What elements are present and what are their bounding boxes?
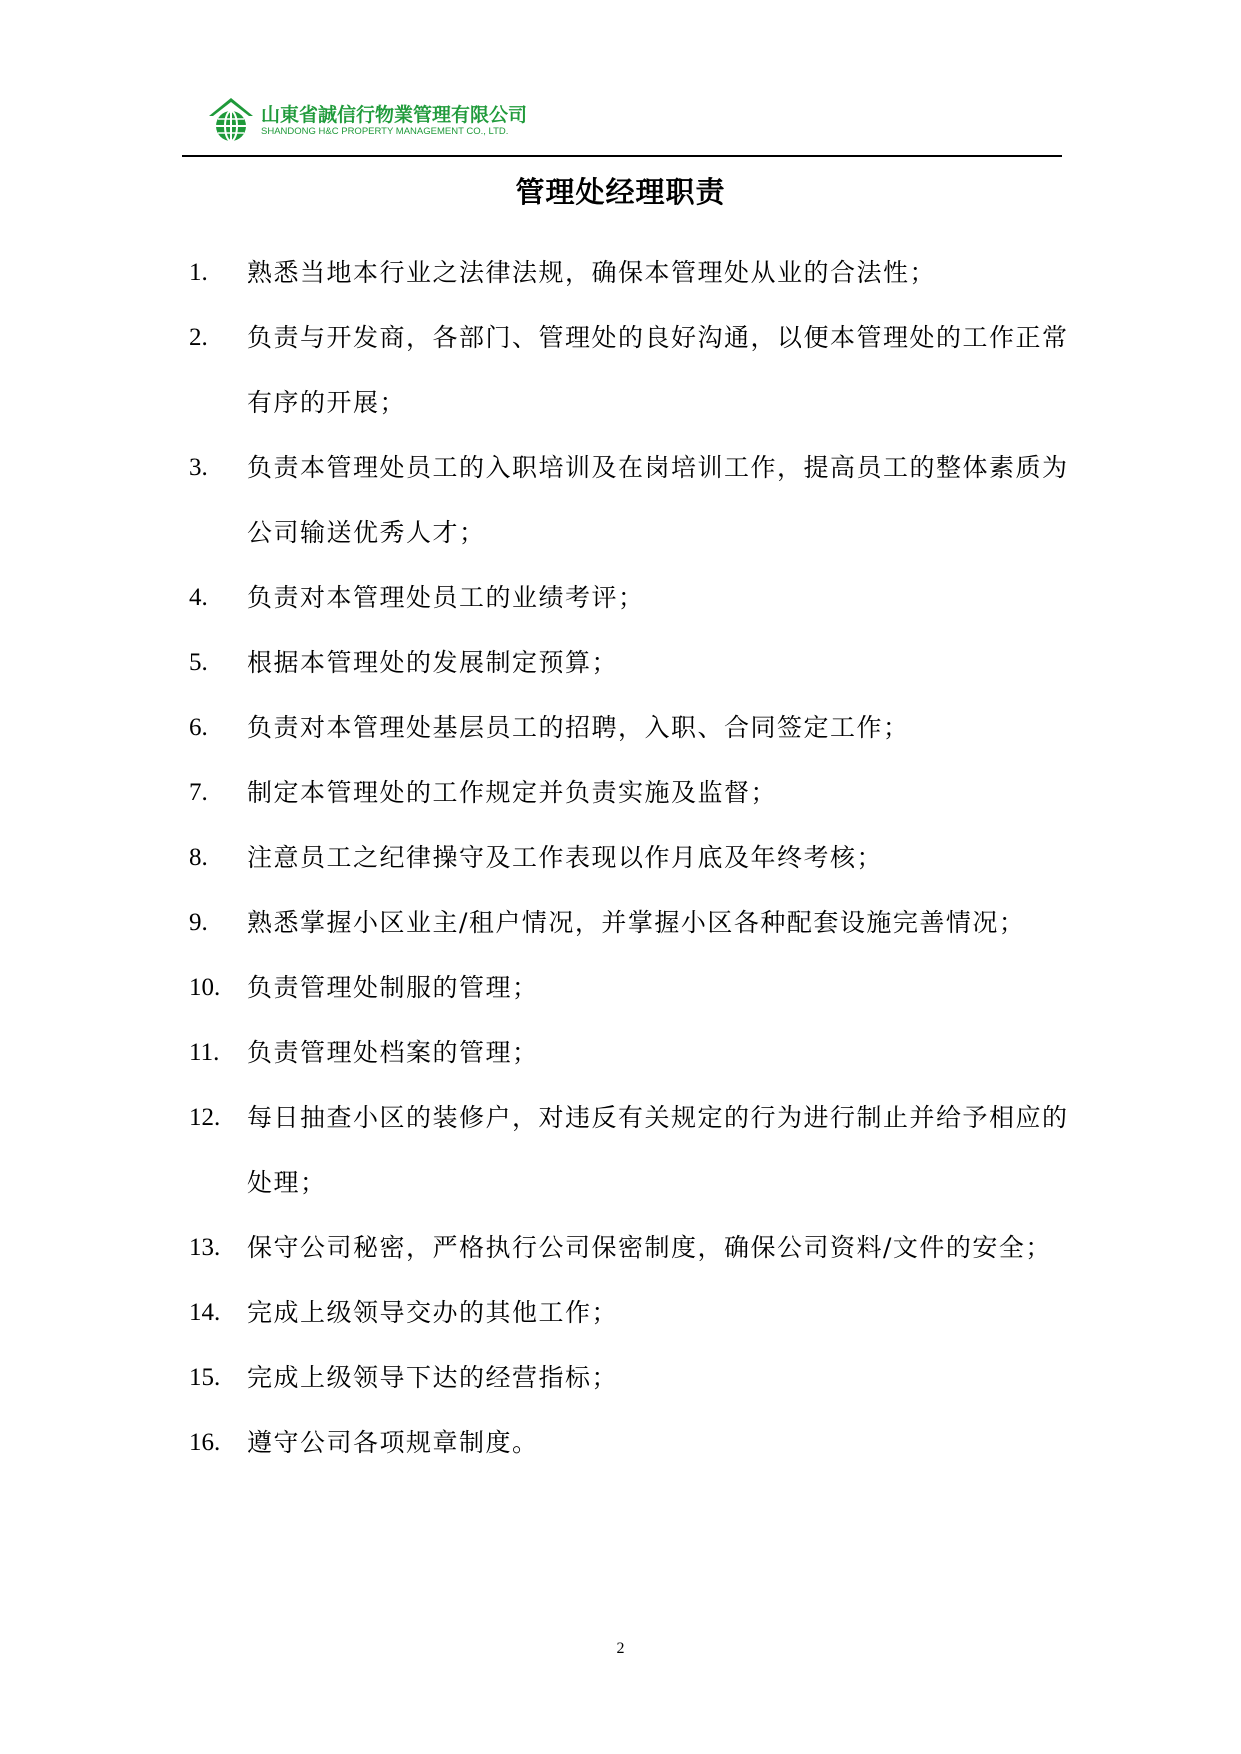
header-divider [182, 155, 1062, 157]
duty-item [189, 695, 1069, 760]
duty-text: 负责管理处档案的管理； [247, 1038, 539, 1067]
duty-list [189, 240, 1069, 1475]
duty-number: 1. [189, 259, 208, 286]
duty-item [189, 825, 1069, 890]
duty-item [189, 630, 1069, 695]
duty-text: 熟悉掌握小区业主/租户情况，并掌握小区各种配套设施完善情况； [247, 908, 1026, 937]
duty-text: 负责对本管理处员工的业绩考评； [247, 583, 645, 612]
page-header [207, 96, 1067, 154]
duty-text: 负责对本管理处基层员工的招聘，入职、合同签定工作； [247, 713, 910, 742]
company-logo-icon [207, 96, 255, 144]
duty-text: 熟悉当地本行业之法律法规，确保本管理处从业的合法性； [247, 258, 937, 287]
duty-text: 注意员工之纪律操守及工作表现以作月底及年终考核； [247, 843, 884, 872]
page-number: 2 [616, 1640, 625, 1657]
duty-item [189, 1410, 1069, 1475]
duty-item [189, 890, 1069, 955]
duty-text: 负责本管理处员工的入职培训及在岗培训工作，提高员工的整体素质为公司输送优秀人才； [247, 453, 1069, 547]
document-title: 管理处经理职责 [515, 175, 726, 209]
duty-number: 2. [189, 324, 208, 351]
duty-text: 保守公司秘密，严格执行公司保密制度，确保公司资料/文件的安全； [247, 1233, 1052, 1262]
duty-text: 完成上级领导交办的其他工作； [247, 1298, 619, 1327]
duty-number: 13. [189, 1234, 221, 1261]
duty-number: 10. [189, 974, 221, 1001]
duty-number: 16. [189, 1429, 221, 1456]
duty-number: 3. [189, 454, 208, 481]
company-name-en: SHANDONG H&C PROPERTY MANAGEMENT CO., LTD. [261, 126, 509, 137]
duty-number: 9. [189, 909, 208, 936]
duty-item [189, 240, 1069, 305]
duty-number: 15. [189, 1364, 221, 1391]
duty-number: 7. [189, 779, 208, 806]
duty-text: 根据本管理处的发展制定预算； [247, 648, 619, 677]
duty-item [189, 435, 1069, 565]
duty-text: 完成上级领导下达的经营指标； [247, 1363, 619, 1392]
duty-number: 6. [189, 714, 208, 741]
duty-item [189, 1280, 1069, 1345]
duty-item [189, 760, 1069, 825]
duty-number: 4. [189, 584, 208, 611]
duty-number: 14. [189, 1299, 221, 1326]
duty-number: 12. [189, 1104, 221, 1131]
duty-number: 5. [189, 649, 208, 676]
duty-item [189, 1345, 1069, 1410]
duty-item [189, 1085, 1069, 1215]
duty-number: 11. [189, 1039, 220, 1066]
duty-item [189, 565, 1069, 630]
company-name-cn: 山東省誠信行物業管理有限公司 [261, 104, 528, 126]
duty-number: 8. [189, 844, 208, 871]
duty-item [189, 1215, 1069, 1280]
duty-text: 每日抽查小区的装修户，对违反有关规定的行为进行制止并给予相应的处理； [247, 1103, 1069, 1197]
duty-item [189, 955, 1069, 1020]
duty-text: 制定本管理处的工作规定并负责实施及监督； [247, 778, 778, 807]
duty-text: 负责管理处制服的管理； [247, 973, 539, 1002]
duty-item [189, 1020, 1069, 1085]
duty-item [189, 305, 1069, 435]
duty-text: 负责与开发商，各部门、管理处的良好沟通，以便本管理处的工作正常有序的开展； [247, 323, 1069, 417]
duty-text: 遵守公司各项规章制度。 [247, 1428, 539, 1457]
